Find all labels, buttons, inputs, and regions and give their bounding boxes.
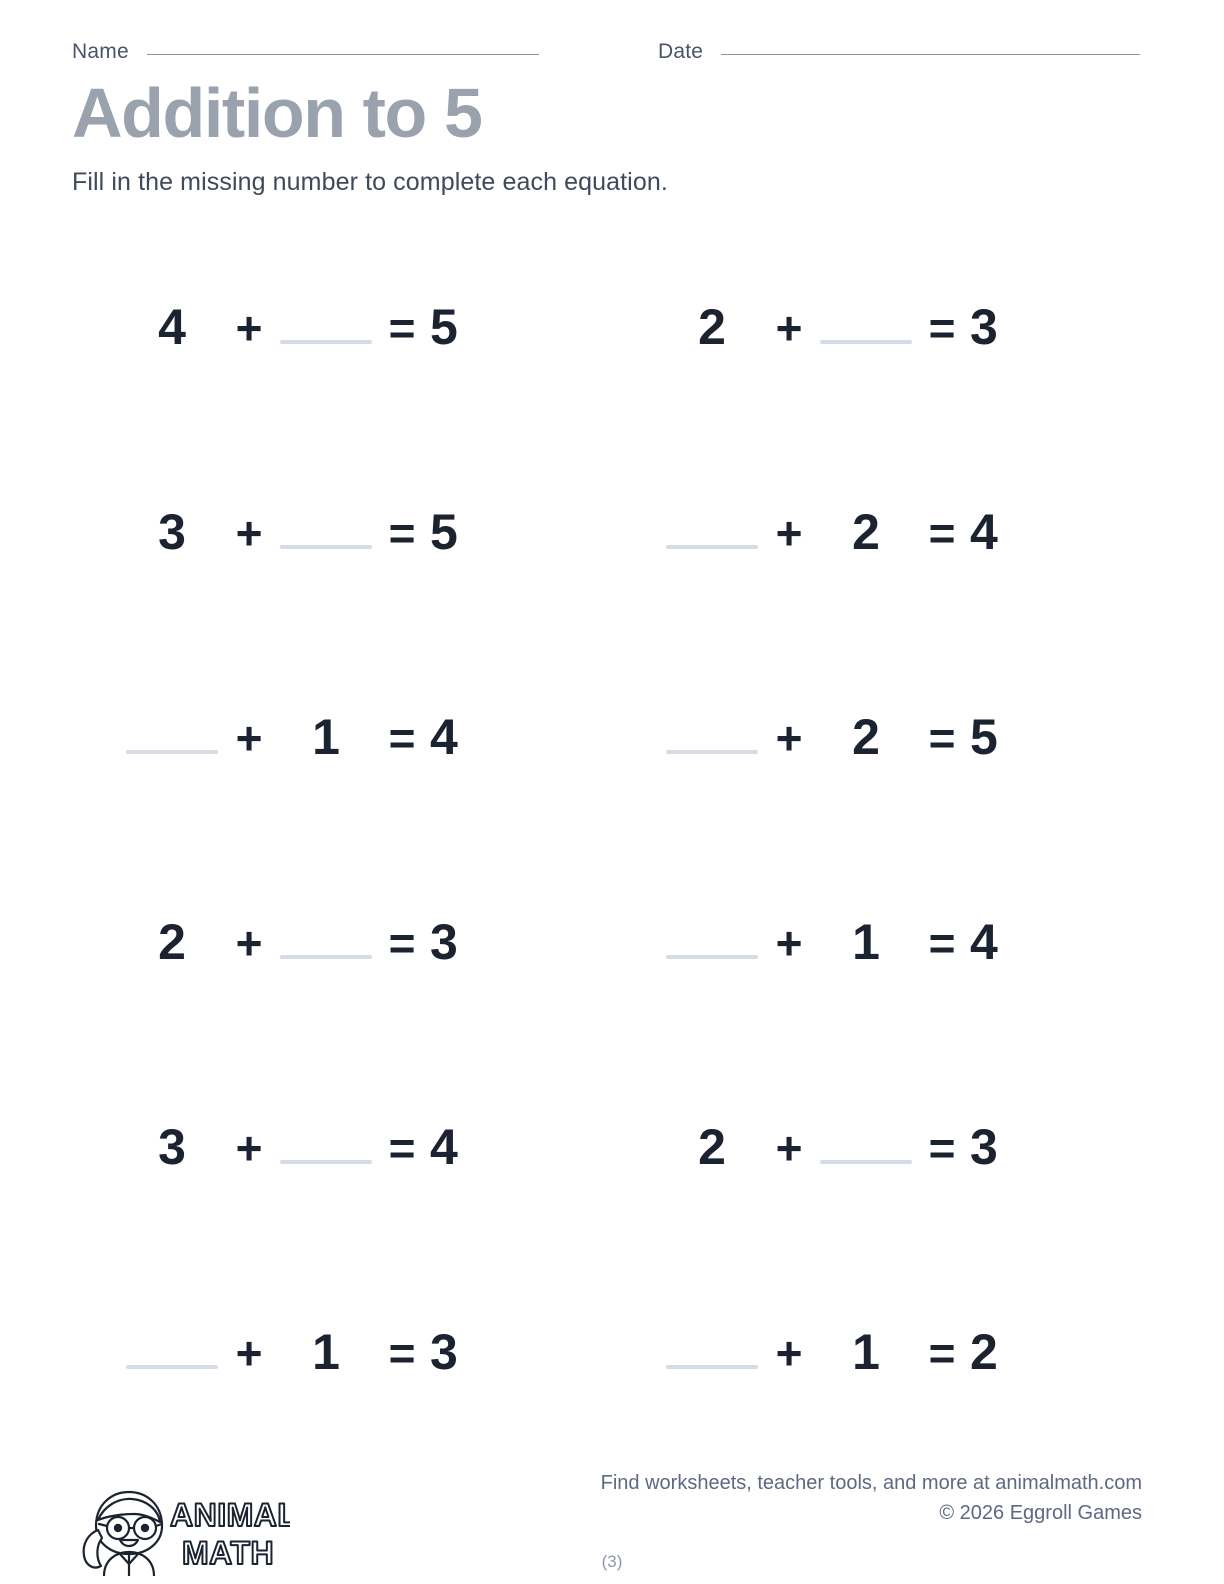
answer-blank[interactable] (664, 887, 760, 959)
equation-result: 2 (970, 1324, 998, 1380)
problem-grid (72, 272, 1152, 1422)
name-write-line[interactable] (147, 54, 539, 55)
equals-sign: = (388, 302, 416, 354)
footer-copyright: © 2026 Eggroll Games (939, 1502, 1142, 1524)
equals-sign: = (928, 917, 956, 969)
date-write-line[interactable] (721, 54, 1140, 55)
equation-result: 4 (430, 709, 458, 765)
plus-sign: + (235, 917, 263, 969)
plus-sign: + (235, 507, 263, 559)
problem-3 (72, 477, 612, 682)
page-title: Addition to 5 (72, 74, 482, 152)
equals-sign: = (928, 1122, 956, 1174)
operand-left: 3 (158, 504, 186, 560)
answer-blank[interactable] (278, 887, 374, 959)
equals-sign: = (388, 507, 416, 559)
name-field[interactable] (72, 40, 632, 64)
problem-6 (612, 682, 1152, 887)
equals-sign: = (388, 712, 416, 764)
problem-8 (612, 887, 1152, 1092)
operand-right: 1 (312, 709, 340, 765)
plus-sign: + (775, 1327, 803, 1379)
equation-result: 4 (430, 1119, 458, 1175)
page-footer (0, 1454, 1224, 1584)
answer-blank[interactable] (818, 272, 914, 344)
date-label: Date (658, 40, 704, 63)
problem-9 (72, 1092, 612, 1297)
operand-left: 4 (158, 299, 186, 355)
name-label: Name (72, 40, 129, 63)
plus-sign: + (235, 712, 263, 764)
answer-blank[interactable] (818, 1092, 914, 1164)
answer-blank[interactable] (124, 682, 220, 754)
equation (664, 477, 1030, 560)
equation-result: 3 (430, 914, 458, 970)
plus-sign: + (775, 917, 803, 969)
equals-sign: = (388, 917, 416, 969)
footer-promo-text: Find worksheets, teacher tools, and more at animalmath.com (600, 1472, 1142, 1494)
equals-sign: = (928, 712, 956, 764)
answer-blank[interactable] (664, 477, 760, 549)
answer-blank[interactable] (124, 1297, 220, 1369)
problem-1 (72, 272, 612, 477)
answer-blank[interactable] (664, 682, 760, 754)
problem-10 (612, 1092, 1152, 1297)
equation-result: 3 (970, 299, 998, 355)
equation (664, 1297, 1030, 1380)
student-info-row (72, 30, 1140, 64)
operand-right: 1 (312, 1324, 340, 1380)
problem-2 (612, 272, 1152, 477)
plus-sign: + (235, 302, 263, 354)
operand-left: 2 (698, 1119, 726, 1175)
answer-blank[interactable] (278, 272, 374, 344)
operand-right: 1 (852, 1324, 880, 1380)
equation (664, 1092, 1030, 1175)
equation (664, 682, 1030, 765)
equation (664, 887, 1030, 970)
problem-7 (72, 887, 612, 1092)
operand-right: 1 (852, 914, 880, 970)
operand-right: 2 (852, 709, 880, 765)
plus-sign: + (235, 1122, 263, 1174)
equals-sign: = (388, 1122, 416, 1174)
operand-left: 2 (158, 914, 186, 970)
equation (124, 272, 490, 355)
equation-result: 4 (970, 504, 998, 560)
equation-result: 3 (430, 1324, 458, 1380)
equation (124, 887, 490, 970)
equals-sign: = (928, 507, 956, 559)
logo-text-animal: ANIMAL (170, 1497, 290, 1533)
equation-result: 5 (970, 709, 998, 765)
equation-result: 5 (430, 299, 458, 355)
equation (664, 272, 1030, 355)
answer-blank[interactable] (278, 1092, 374, 1164)
answer-blank[interactable] (278, 477, 374, 549)
operand-left: 3 (158, 1119, 186, 1175)
logo-text-math: MATH (182, 1535, 275, 1571)
problem-4 (612, 477, 1152, 682)
page-number: (3) (601, 1552, 623, 1571)
answer-blank[interactable] (664, 1297, 760, 1369)
date-field[interactable] (658, 40, 1140, 64)
equation-result: 5 (430, 504, 458, 560)
footer-promo-block (601, 1468, 1142, 1528)
operand-right: 2 (852, 504, 880, 560)
equals-sign: = (388, 1327, 416, 1379)
equals-sign: = (928, 1327, 956, 1379)
problem-5 (72, 682, 612, 887)
page-instructions: Fill in the missing number to complete each equation. (72, 168, 668, 196)
plus-sign: + (775, 1122, 803, 1174)
plus-sign: + (775, 507, 803, 559)
equation (124, 682, 490, 765)
equation (124, 1092, 490, 1175)
equals-sign: = (928, 302, 956, 354)
equation-result: 3 (970, 1119, 998, 1175)
operand-left: 2 (698, 299, 726, 355)
equation (124, 477, 490, 560)
equation (124, 1297, 490, 1380)
equation-result: 4 (970, 914, 998, 970)
plus-sign: + (775, 712, 803, 764)
plus-sign: + (235, 1327, 263, 1379)
plus-sign: + (775, 302, 803, 354)
